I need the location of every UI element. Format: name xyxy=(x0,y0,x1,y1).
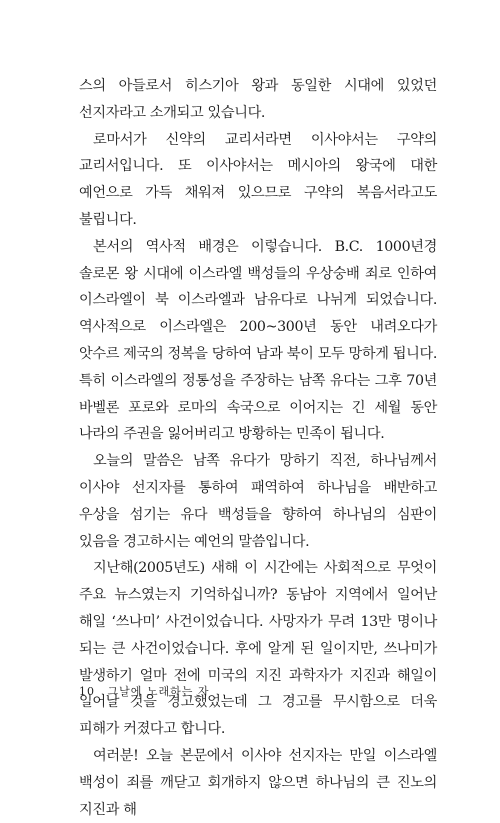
paragraph-6: 여러분! 오늘 본문에서 이사야 선지자는 만일 이스라엘 백성이 죄를 깨닫고 회개하지 않으면 하나님의 큰 진노의 지진과 해 xyxy=(79,747,437,818)
paragraph-1: 스의 아들로서 히스기아 왕과 동일한 시대에 있었던 선지자라고 소개되고 있습니다. xyxy=(79,78,437,121)
paragraph-5: 지난해(2005년도) 새해 이 시간에는 사회적으로 무엇이 주요 뉴스였는지 기억하십니까? 동남아 지역에서 일어난 해일 ‘쓰나미’ 사건이었습니다. 사망자가 무려 13만 명이나 되는 큰 사건이었습니다. 후에 알게 된 일이지만, 쓰나미가 발생하기 얼마 전에 미국의 지진 과학자가 지진과 해일이 일어날 것을 경고했었는데 그 경고를 무시함으로 더욱 피해가 커졌다고 합니다. xyxy=(79,560,437,738)
paragraph-4: 오늘의 말씀은 남쪽 유다가 망하기 직전, 하나님께서 이사야 선지자를 통하여 패역하여 하나님을 배반하고 우상을 섬기는 유다 백성들을 향하여 하나님의 심판이 있음을 경고하시는 예언의 말씀입니다. xyxy=(79,453,437,550)
book-title: 그날에 노래하는 자 xyxy=(107,685,210,698)
page-footer xyxy=(79,683,210,699)
paragraph-2: 로마서가 신약의 교리서라면 이사야서는 구약의 교리서입니다. 또 이사야서는 메시아의 왕국에 대한 예언으로 가득 채워져 있으므로 구약의 복음서라고도 불립니다. xyxy=(79,131,437,228)
paragraph-3: 본서의 역사적 배경은 이렇습니다. B.C. 1000년경 솔로몬 왕 시대에 이스라엘 백성들의 우상숭배 죄로 인하여 이스라엘이 북 이스라엘과 남유다로 나뉘게 되었습니다. 역사적으로 이스라엘은 200~300년 동안 내려오다가 앗수르 제국의 정복을 당하여 남과 북이 모두 망하게 됩니다. 특히 이스라엘의 정통성을 주장하는 남쪽 유다는 그후 70년 바벨론 포로와 로마의 속국으로 이어지는 긴 세월 동안 나라의 주권을 잃어버리고 방황하는 민족이 됩니다. xyxy=(79,238,437,443)
body-text xyxy=(79,73,437,823)
page-number: 10 xyxy=(79,685,95,698)
